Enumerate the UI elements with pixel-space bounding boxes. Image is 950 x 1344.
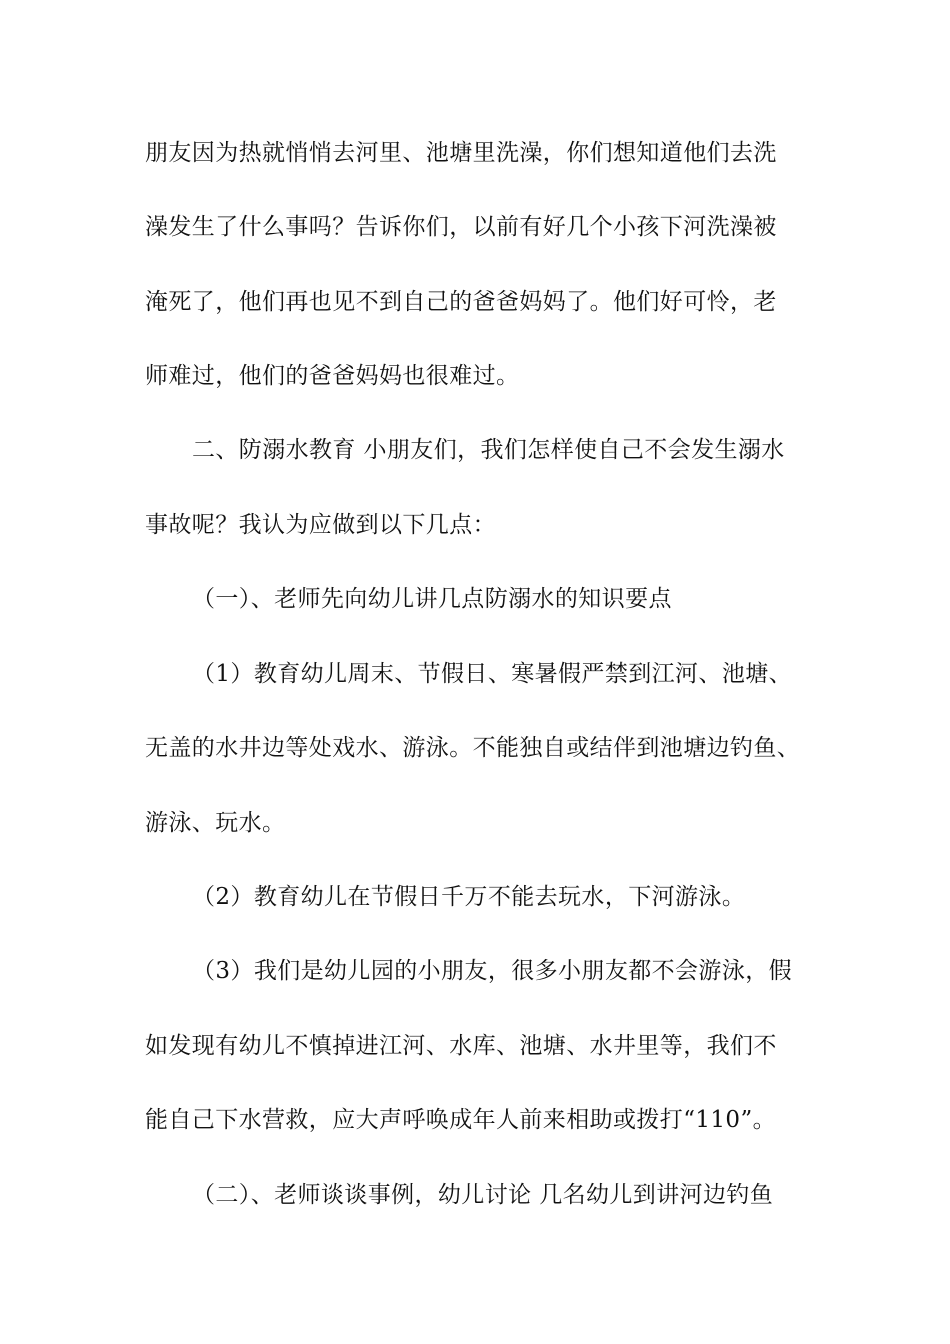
text-line: 二、防溺水教育 小朋友们，我们怎样使自己不会发生溺水: [192, 437, 785, 463]
text-line: 事故呢？我认为应做到以下几点：: [145, 512, 496, 538]
text-line: 如发现有幼儿不慎掉进江河、水库、池塘、水井里等，我们不: [145, 1033, 777, 1059]
text-line: （3）我们是幼儿园的小朋友，很多小朋友都不会游泳，假: [192, 958, 793, 984]
text-line: 能自己下水营救，应大声呼唤成年人前来相助或拨打“110”。: [145, 1107, 777, 1133]
text-line: （2）教育幼儿在节假日千万不能去玩水，下河游泳。: [192, 884, 746, 910]
text-line: 朋友因为热就悄悄去河里、池塘里洗澡，你们想知道他们去洗: [145, 140, 777, 166]
text-line: 澡发生了什么事吗？告诉你们，以前有好几个小孩下河洗澡被: [145, 214, 777, 240]
text-line: 淹死了，他们再也见不到自己的爸爸妈妈了。他们好可怜，老: [145, 289, 777, 315]
text-line: （一）、老师先向幼儿讲几点防溺水的知识要点: [192, 586, 672, 612]
text-line: （1）教育幼儿周末、节假日、寒暑假严禁到江河、池塘、: [192, 661, 793, 687]
text-line: 游泳、玩水。: [145, 810, 286, 836]
text-line: 师难过，他们的爸爸妈妈也很难过。: [145, 363, 520, 389]
text-line: 无盖的水井边等处戏水、游泳。不能独自或结伴到池塘边钓鱼、: [145, 735, 801, 761]
text-line: （二）、老师谈谈事例，幼儿讨论 几名幼儿到讲河边钓鱼: [192, 1182, 774, 1208]
